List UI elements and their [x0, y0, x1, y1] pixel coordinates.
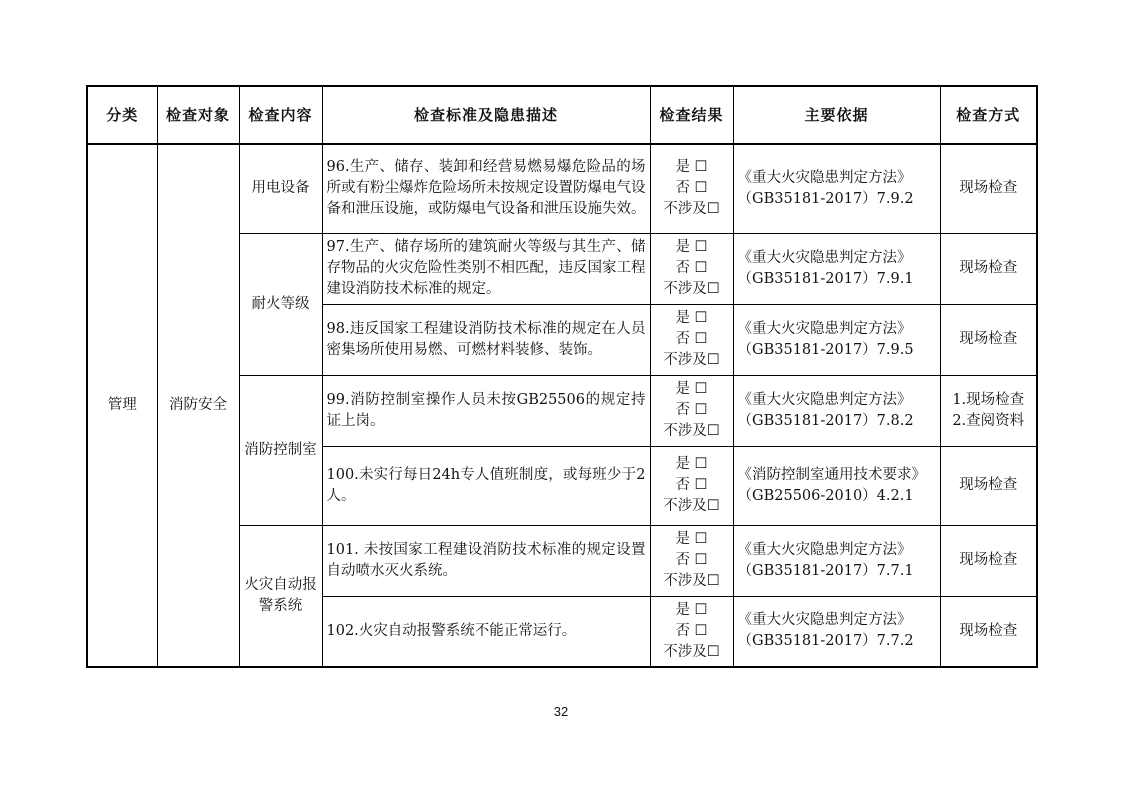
result-yes-checkbox[interactable]: 是 ☐ — [675, 159, 708, 176]
result-cell — [650, 596, 733, 667]
header-standard: 检查标准及隐患描述 — [322, 86, 650, 144]
group-cell-electrical: 用电设备 — [239, 144, 322, 233]
result-na-checkbox[interactable]: 不涉及☐ — [663, 423, 720, 439]
header-method: 检查方式 — [940, 86, 1037, 144]
basis-cell: 《重大火灾隐患判定方法》（GB35181-2017）7.7.1 — [733, 525, 940, 596]
basis-cell: 《重大火灾隐患判定方法》（GB35181-2017）7.9.2 — [733, 144, 940, 233]
inspection-table — [86, 85, 1038, 668]
object-cell: 消防安全 — [157, 144, 239, 667]
result-cell — [650, 375, 733, 446]
result-no-checkbox[interactable]: 否 ☐ — [675, 622, 708, 639]
result-na-checkbox[interactable]: 不涉及☐ — [663, 643, 720, 660]
method-cell: 现场检查 — [940, 144, 1037, 233]
result-no-checkbox[interactable]: 否 ☐ — [675, 552, 708, 568]
header-basis: 主要依据 — [733, 86, 940, 144]
result-cell — [650, 446, 733, 525]
standard-cell: 101. 未按国家工程建设消防技术标准的规定设置自动喷水灭火系统。 — [322, 525, 650, 596]
standard-cell: 96.生产、储存、装卸和经营易燃易爆危险品的场所或有粉尘爆炸危险场所未按规定设置防爆电气设备和泄压设施，或防爆电气设备和泄压设施失效。 — [322, 144, 650, 233]
table-header-row — [87, 86, 1037, 144]
result-yes-checkbox[interactable]: 是 ☐ — [675, 531, 708, 547]
standard-cell: 99.消防控制室操作人员未按GB25506的规定持证上岗。 — [322, 375, 650, 446]
result-no-checkbox[interactable]: 否 ☐ — [675, 477, 708, 493]
header-content: 检查内容 — [239, 86, 322, 144]
basis-cell: 《重大火灾隐患判定方法》（GB35181-2017）7.9.5 — [733, 304, 940, 375]
result-na-checkbox[interactable]: 不涉及☐ — [663, 281, 720, 297]
basis-cell: 《重大火灾隐患判定方法》（GB35181-2017）7.8.2 — [733, 375, 940, 446]
method-cell: 现场检查 — [940, 446, 1037, 525]
result-yes-checkbox[interactable]: 是 ☐ — [675, 381, 708, 397]
result-na-checkbox[interactable]: 不涉及☐ — [663, 352, 720, 368]
result-no-checkbox[interactable]: 否 ☐ — [675, 402, 708, 418]
header-result: 检查结果 — [650, 86, 733, 144]
result-na-checkbox[interactable]: 不涉及☐ — [663, 573, 720, 589]
result-cell — [650, 304, 733, 375]
standard-cell: 100.未实行每日24h专人值班制度，或每班少于2人。 — [322, 446, 650, 525]
result-no-checkbox[interactable]: 否 ☐ — [675, 331, 708, 347]
method-cell: 现场检查 — [940, 304, 1037, 375]
category-cell: 管理 — [87, 144, 157, 667]
standard-cell: 97.生产、储存场所的建筑耐火等级与其生产、储存物品的火灾危险性类别不相匹配，违反国家工程建设消防技术标准的规定。 — [322, 233, 650, 304]
result-yes-checkbox[interactable]: 是 ☐ — [675, 310, 708, 326]
header-category: 分类 — [87, 86, 157, 144]
page-number: 32 — [553, 704, 569, 719]
table-row — [87, 144, 1037, 233]
result-cell — [650, 525, 733, 596]
header-object: 检查对象 — [157, 86, 239, 144]
result-na-checkbox[interactable]: 不涉及☐ — [663, 498, 720, 514]
standard-cell: 98.违反国家工程建设消防技术标准的规定在人员密集场所使用易燃、可燃材料装修、装饰。 — [322, 304, 650, 375]
method-cell: 现场检查 — [940, 233, 1037, 304]
group-cell-fire-resistance: 耐火等级 — [239, 233, 322, 375]
result-yes-checkbox[interactable]: 是 ☐ — [675, 239, 708, 255]
result-cell — [650, 233, 733, 304]
standard-cell: 102.火灾自动报警系统不能正常运行。 — [322, 596, 650, 667]
result-yes-checkbox[interactable]: 是 ☐ — [675, 456, 708, 472]
result-no-checkbox[interactable]: 否 ☐ — [675, 180, 708, 197]
result-no-checkbox[interactable]: 否 ☐ — [675, 260, 708, 276]
basis-cell: 《消防控制室通用技术要求》（GB25506-2010）4.2.1 — [733, 446, 940, 525]
result-cell — [650, 144, 733, 233]
method-cell: 现场检查 — [940, 596, 1037, 667]
result-na-checkbox[interactable]: 不涉及☐ — [663, 201, 720, 218]
method-cell: 1.现场检查 2.查阅资料 — [940, 375, 1037, 446]
result-yes-checkbox[interactable]: 是 ☐ — [675, 601, 708, 618]
basis-cell: 《重大火灾隐患判定方法》（GB35181-2017）7.7.2 — [733, 596, 940, 667]
group-cell-fire-alarm: 火灾自动报警系统 — [239, 525, 322, 667]
basis-cell: 《重大火灾隐患判定方法》（GB35181-2017）7.9.1 — [733, 233, 940, 304]
group-cell-control-room: 消防控制室 — [239, 375, 322, 525]
method-cell: 现场检查 — [940, 525, 1037, 596]
